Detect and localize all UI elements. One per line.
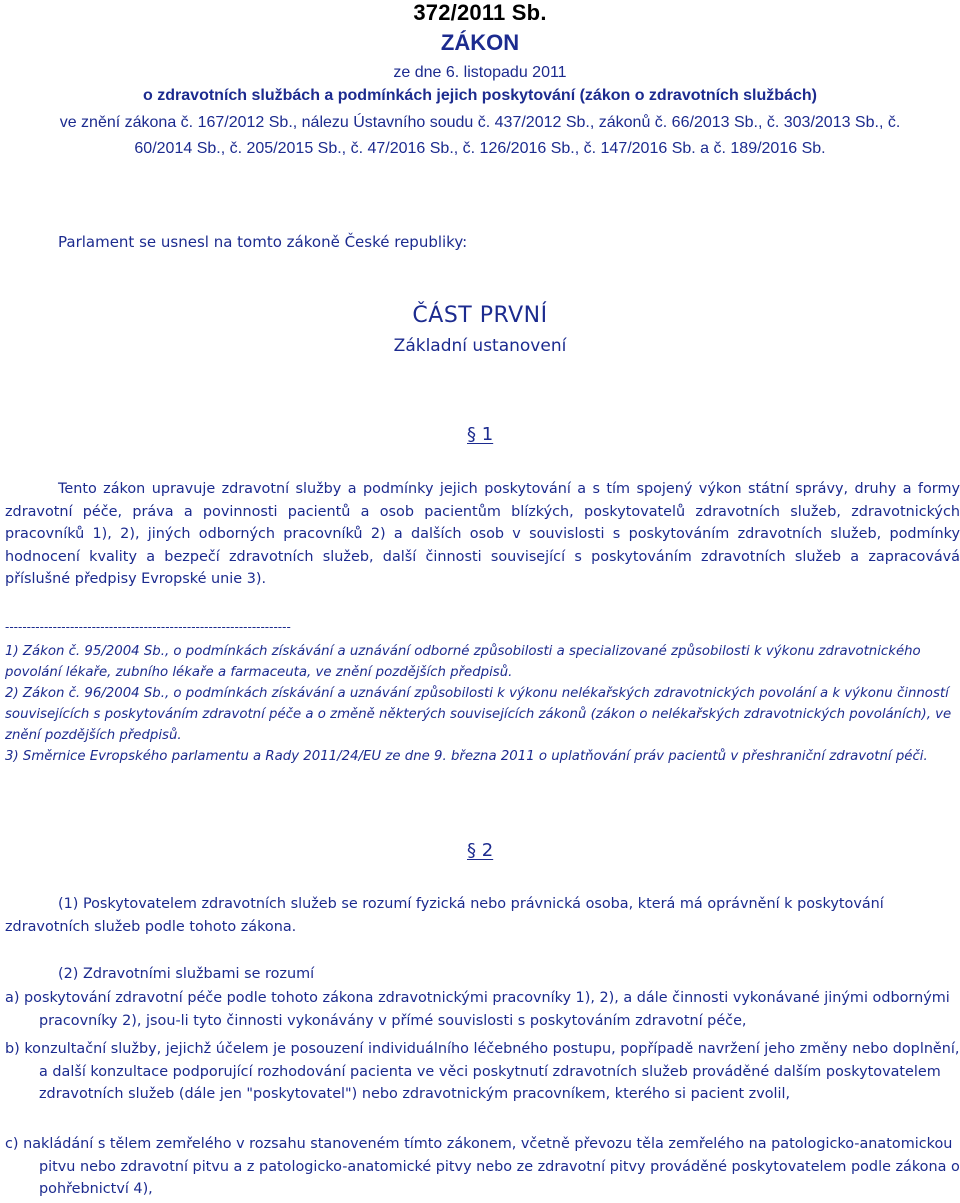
list-item-a: a) poskytování zdravotní péče podle tohoto zákona zdravotnickými pracovníky 1), 2), a dále činnosti vykonávané jinými odbornými pracovníky 2), jsou-li tyto činnosti vykonávány v přímé souvislosti s poskytováním zdravotní péče, <box>5 990 950 1029</box>
footnote-separator: ------------------------------------------------------------------ <box>5 620 291 634</box>
footnote-2: 2) Zákon č. 96/2004 Sb., o podmínkách získávání a uznávání způsobilosti k výkonu nelékařských zdravotnických povolání a k výkonu činností souvisejících s poskytováním zdravotní péče a o změně některých souvisejících zákonů (zákon o nelékařských zdravotnických povoláních), ve znění pozdějších předpisů. <box>5 686 952 743</box>
amendments-line-2: 60/2014 Sb., č. 205/2015 Sb., č. 47/2016 Sb., č. 126/2016 Sb., č. 147/2016 Sb. a č. 189/2016 Sb. <box>134 140 826 157</box>
law-number: 372/2011 Sb. <box>413 0 547 25</box>
footnote-3: 3) Směrnice Evropského parlamentu a Rady 2011/24/EU ze dne 9. března 2011 o uplatňování práv pacientů v přeshraniční zdravotní péči. <box>5 749 928 764</box>
section-2-mark: § 2 <box>467 840 494 861</box>
list-item-c: c) nakládání s tělem zemřelého v rozsahu stanoveném tímto zákonem, včetně převozu těla zemřelého na patologicko-anatomickou pitvu nebo zdravotní pitvu a z patologicko-anatomické pitvy nebo ze zdravotní pitvy prováděné poskytovatelem podle zákona o pohřebnictví 4), <box>5 1136 960 1197</box>
part-title: ČÁST PRVNÍ <box>412 303 548 328</box>
law-subject: o zdravotních službách a podmínkách jejich poskytování (zákon o zdravotních službách) <box>143 87 817 104</box>
section-2-paragraph-2: (2) Zdravotními službami se rozumí <box>58 966 315 982</box>
list-item-b: b) konzultační služby, jejichž účelem je posouzení individuálního léčebného postupu, popřípadě navržení jeho změny nebo doplnění, a další konzultace podporující rozhodování pacienta ve věci poskytnutí zdravotních služeb prováděné dalším poskytovatelem zdravotních služeb (dále jen "poskytovatel") nebo zdravotnickým pracovníkem, kterého si pacient zvolil, <box>5 1041 960 1102</box>
amendments-line-1: ve znění zákona č. 167/2012 Sb., nálezu Ústavního soudu č. 437/2012 Sb., zákonů č. 66/2013 Sb., č. 303/2013 Sb., č. <box>59 114 901 131</box>
section-1-text: Tento zákon upravuje zdravotní služby a podmínky jejich poskytování a s tím spojený výkon státní správy, druhy a formy zdravotní péče, práva a povinnosti pacientů a osob pacientům blízkých, poskytovatelů zdravotních služeb, zdravotnických pracovníků 1), 2), jiných odborných pracovníků 2) a dalších osob v souvislosti s poskytováním zdravotních služeb, podmínky hodnocení kvality a bezpečí zdravotních služeb, další činnosti související s poskytováním zdravotních služeb a zapracovává příslušné předpisy Evropské unie 3). <box>5 481 960 587</box>
section-2-paragraph-1: (1) Poskytovatelem zdravotních služeb se rozumí fyzická nebo právnická osoba, která má oprávnění k poskytování zdravotních služeb podle tohoto zákona. <box>5 896 884 935</box>
preamble: Parlament se usnesl na tomto zákoně České republiky: <box>58 233 468 251</box>
date-line: ze dne 6. listopadu 2011 <box>393 64 567 81</box>
footnote-1: 1) Zákon č. 95/2004 Sb., o podmínkách získávání a uznávání odborné způsobilosti a specializované způsobilosti k výkonu zdravotnického povolání lékaře, zubního lékaře a farmaceuta, ve znění pozdějších předpisů. <box>5 644 921 680</box>
section-1-mark: § 1 <box>467 424 494 445</box>
law-title: ZÁKON <box>440 30 520 55</box>
part-subtitle: Základní ustanovení <box>393 336 567 356</box>
